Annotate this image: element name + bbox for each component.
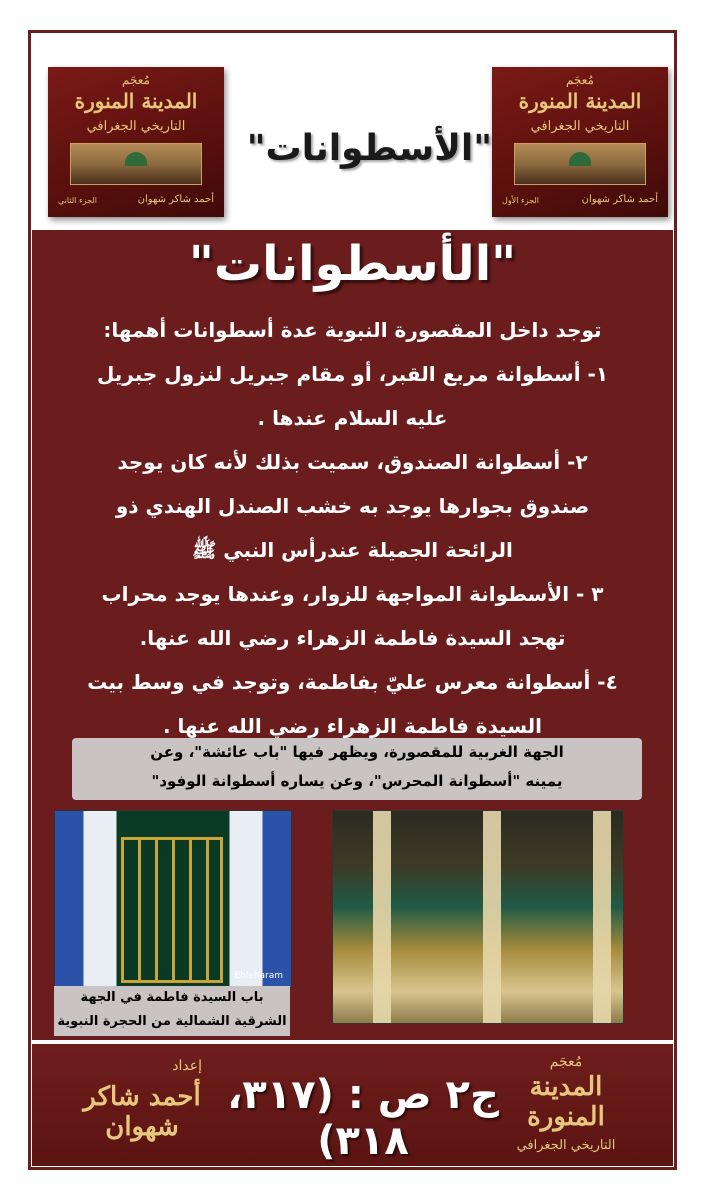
caption-line: الشرقية الشمالية من الحجرة النبوية [57, 1014, 287, 1029]
book-cover-right [492, 67, 668, 217]
book-cover-image [514, 143, 646, 185]
book-volume: الجزء الأول [502, 196, 540, 205]
text-line: الرائحة الجميلة عندرأس النبي ﷺ [192, 538, 513, 562]
book-cover-left [48, 67, 224, 217]
book-cover-image [70, 143, 202, 185]
text-line: تهجد السيدة فاطمة الزهراء رضي الله عنها. [139, 626, 566, 650]
header-title: "الأسطوانات" [246, 128, 492, 169]
book-author: أحمد شاكر شهوان [581, 194, 658, 205]
photo-fatima-door [54, 810, 292, 988]
book-author: أحمد شاكر شهوان [137, 194, 214, 205]
book-subtitle: التاريخي الجغرافي [86, 119, 186, 134]
book-volume: الجزء الثاني [58, 196, 97, 205]
text-line: ١- أسطوانة مربع القبر، أو مقام جبريل لنزول جبريل [96, 362, 609, 386]
logo-top: مُعجَم [549, 1054, 583, 1070]
footer-logo [491, 1054, 641, 1153]
text-line: ٤- أسطوانة معرس عليّ بفاطمة، وتوجد في وسط بيت [87, 670, 618, 694]
body-text [32, 308, 673, 748]
prepared-by [72, 1058, 212, 1142]
photo-watermark: Ehleharam [234, 971, 283, 981]
logo-sub: التاريخي الجغرافي [516, 1138, 616, 1153]
page-reference: ج٢ ص : (٣١٧، ٣١٨) [227, 1072, 499, 1164]
door-image [121, 837, 223, 983]
book-title: المدينة المنورة [518, 89, 642, 113]
photo-caption-left [54, 986, 290, 1036]
photo-caption-main [72, 738, 642, 800]
caption-line: يمينه "أسطوانة المحرس"، وعن يساره أسطوانة الوفود" [151, 772, 563, 790]
header [32, 36, 673, 226]
text-line: عليه السلام عندها . [257, 406, 448, 430]
main-title: "الأسطوانات" [188, 236, 517, 292]
text-line: صندوق بجوارها يوجد به خشب الصندل الهندي ذو [115, 494, 590, 518]
book-title: المدينة المنورة [74, 89, 198, 113]
text-line: ٣ - الأسطوانة المواجهة للزوار، وعندها يوجد محراب [101, 582, 604, 606]
logo-main: المدينة المنورة [527, 1072, 605, 1132]
text-line: توجد داخل المقصورة النبوية عدة أسطوانات أهمها: [103, 318, 602, 342]
text-line: السيدة فاطمة الزهراء رضي الله عنها . [162, 714, 543, 738]
photo-western-side [332, 810, 624, 1024]
book-top-label: مُعجَم [566, 73, 594, 87]
caption-line: الجهة الغربية للمقصورة، ويظهر فيها "باب عائشة"، وعن [150, 743, 564, 761]
book-subtitle: التاريخي الجغرافي [530, 119, 630, 134]
author-name: أحمد شاكر شهوان [83, 1082, 201, 1142]
book-top-label: مُعجَم [122, 73, 150, 87]
text-line: ٢- أسطوانة الصندوق، سميت بذلك لأنه كان يوجد [117, 450, 588, 474]
footer [32, 1044, 673, 1166]
prepared-label: إعداد [172, 1058, 202, 1074]
main-panel [32, 230, 673, 1040]
caption-line: باب السيدة فاطمة في الجهة [80, 990, 264, 1005]
